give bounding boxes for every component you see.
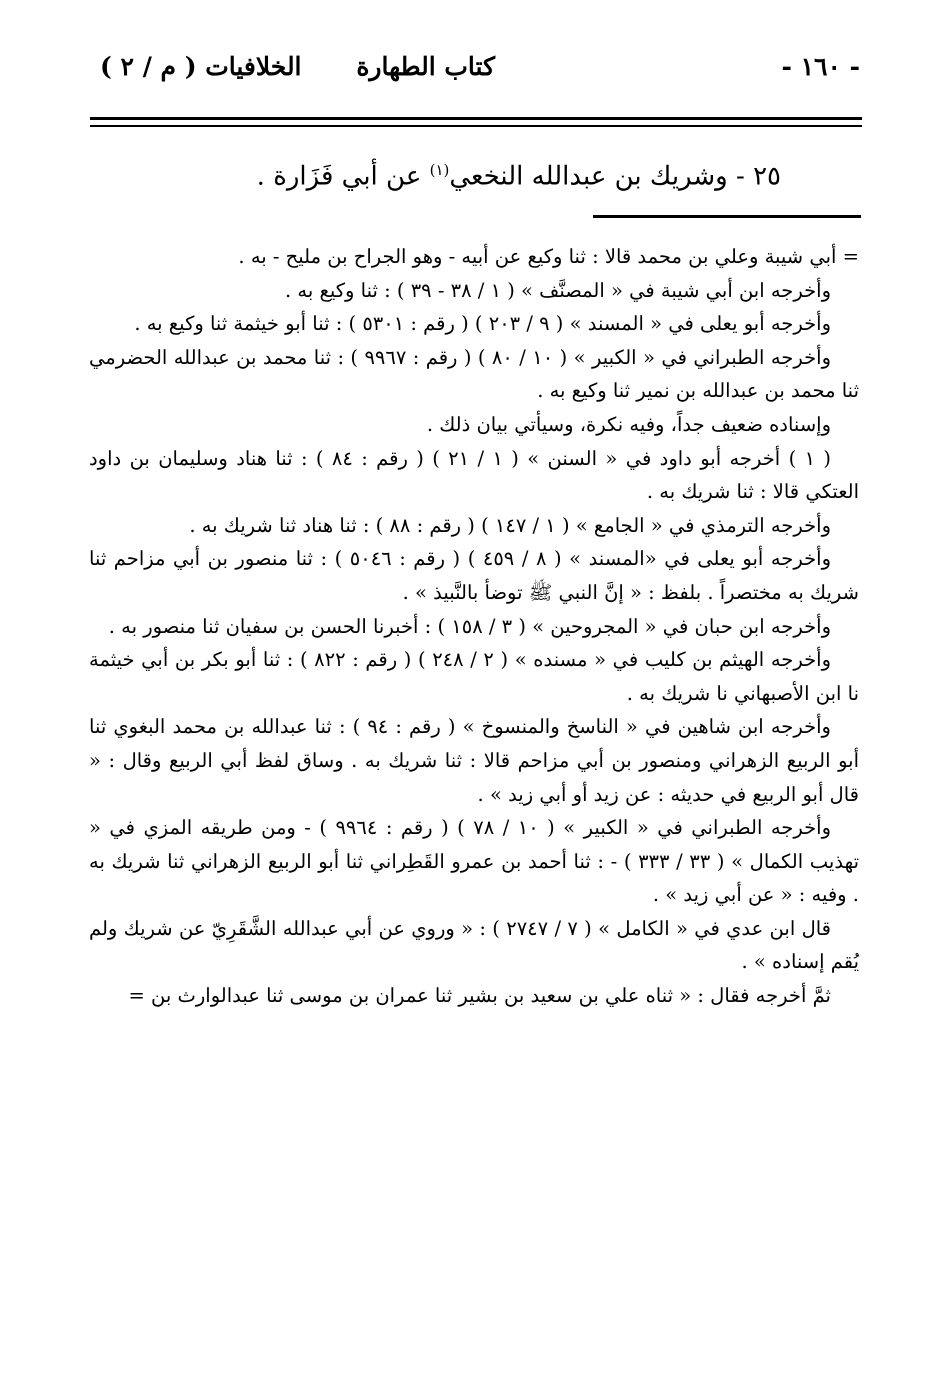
footnote-paragraph: ثمَّ أخرجه فقال : « ثناه علي بن سعيد بن بشير ثنا عمران بن موسى ثنا عبدالوارث بن = xyxy=(128,984,831,1008)
footnote-reference: (١) xyxy=(429,161,450,179)
main-entry-text-after: عن أبي فَزَارة . xyxy=(256,161,430,192)
footnote-paragraph: وأخرجه الهيثم بن كليب في « مسنده » ( ٢ / ٢٤٨ ) ( رقم : ٨٢٢ ) : ثنا أبو بكر بن أبي خيثمة نا ابن الأصبهاني نا شريك به . xyxy=(89,648,859,705)
section-title: الخلافيات ( م / ٢ ) xyxy=(100,52,302,81)
footnote-paragraph: ( ١ ) أخرجه أبو داود في « السنن » ( ١ / ٢١ ) ( رقم : ٨٤ ) : ثنا هناد وسليمان بن داود العتكي قالا : ثنا شريك به . xyxy=(89,446,859,504)
footnote-paragraph: قال ابن عدي في « الكامل » ( ٧ / ٢٧٤٧ ) : « وروي عن أبي عبدالله الشَّقَرِيّ عن شريك ولم يُقم إسناده » . xyxy=(89,916,859,974)
page-number: - ١٦٠ - xyxy=(781,52,860,81)
footnote-paragraph: وأخرجه الطبراني في « الكبير » ( ١٠ / ٨٠ ) ( رقم : ٩٩٦٧ ) : ثنا محمد بن عبدالله الحضرمي ثنا محمد بن عبدالله بن نمير ثنا وكيع به . xyxy=(89,345,859,403)
footnote-paragraph: وأخرجه الطبراني في « الكبير » ( ١٠ / ٧٨ ) ( رقم : ٩٩٦٤ ) - ومن طريقه المزي في « تهذيب الكمال » ( ٣٣ / ٣٣٣ ) - : ثنا أحمد بن عمرو القَطِراني ثنا أبو الربيع الزهراني ثنا شريك به . وفيه : « عن أبي زيد » . xyxy=(89,816,860,907)
footnote-paragraph: وأخرجه أبو يعلى في «المسند » ( ٨ / ٤٥٩ ) ( رقم : ٥٠٤٦ ) : ثنا منصور بن أبي مزاحم ثنا شريك به مختصراً . بلفظ : « إنَّ النبي ﷺ توضأ بالنَّبيذ » . xyxy=(89,547,859,604)
footnote-paragraph: وأخرجه ابن حبان في « المجروحين » ( ٣ / ١٥٨ ) : أخبرنا الحسن بن سفيان ثنا منصور به . xyxy=(108,614,831,638)
main-entry xyxy=(141,150,781,197)
footnote-paragraph: وأخرجه ابن أبي شيبة في « المصنَّف » ( ١ / ٣٨ - ٣٩ ) : ثنا وكيع به . xyxy=(285,278,831,302)
footnote-paragraph: وأخرجه أبو يعلى في « المسند » ( ٩ / ٢٠٣ ) ( رقم : ٥٣٠١ ) : ثنا أبو خيثمة ثنا وكيع به . xyxy=(134,312,831,336)
header-rule-top xyxy=(90,117,862,120)
page-header xyxy=(100,48,860,98)
footnotes xyxy=(89,240,859,1013)
footnote-separator xyxy=(593,215,861,218)
main-entry-text: ٢٥ - وشريك بن عبدالله النخعي xyxy=(449,161,781,192)
footnote-paragraph: = أبي شيبة وعلي بن محمد قالا : ثنا وكيع عن أبيه - وهو الجراح بن مليح - به . xyxy=(238,245,859,268)
header-rule-bottom xyxy=(90,125,862,127)
footnote-paragraph: وأخرجه الترمذي في « الجامع » ( ١ / ١٤٧ ) ( رقم : ٨٨ ) : ثنا هناد ثنا شريك به . xyxy=(189,513,831,537)
footnote-paragraph: وأخرجه ابن شاهين في « الناسخ والمنسوخ » ( رقم : ٩٤ ) : ثنا عبدالله بن محمد البغوي ثنا أبو الربيع الزهراني ومنصور بن أبي مزاحم قالا : ثنا شريك به . وساق لفظ أبي الربيع وقال : « قال أبو الربيع في حديثه : عن زيد أو أبي زيد » . xyxy=(89,715,859,806)
footnote-paragraph: وإسناده ضعيف جداً، وفيه نكرة، وسيأتي بيان ذلك . xyxy=(426,412,831,436)
book-title: كتاب الطهارة xyxy=(356,52,495,81)
